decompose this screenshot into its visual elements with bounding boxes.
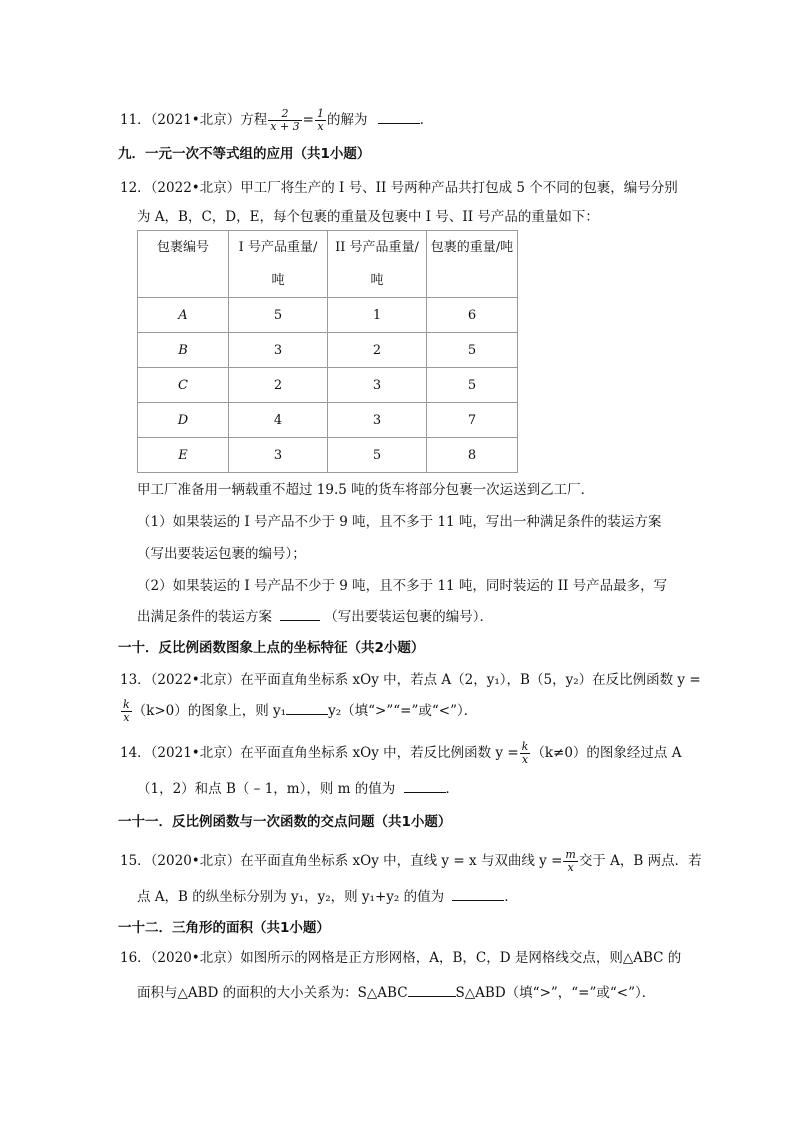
table-row <box>138 403 518 438</box>
table-cell: A <box>138 298 229 333</box>
q13-text-a: （k>0）的图象上，则 y₁ <box>132 703 287 719</box>
section-heading-10: 一十．反比例函数图象上点的坐标特征（共2小题） <box>118 640 425 656</box>
q12-after-table: 甲工厂准备用一辆载重不超过 19.5 吨的货车将部分包裹一次运送到乙工厂． <box>137 482 595 498</box>
q14-frac-den: x <box>521 753 529 766</box>
q14-line-1 <box>120 741 681 766</box>
header-product-1-text-a: I 号产品重量/ <box>238 240 318 255</box>
q11-fraction-1 <box>268 108 301 133</box>
q11-frac1-num: 2 <box>268 108 301 121</box>
q13-line-1: 13．（2022•北京）在平面直角坐标系 xOy 中，若点 A（2，y₁），B（5，y₂）在反比例函数 y = <box>120 672 701 688</box>
header-package-id-text: 包裹编号 <box>156 240 209 255</box>
header-product-2-text-b: 吨 <box>370 273 384 288</box>
q13-fraction <box>121 699 132 724</box>
table-cell: 6 <box>427 298 518 333</box>
header-product-1-text-b: 吨 <box>271 273 285 288</box>
q14-answer-blank[interactable] <box>404 778 446 793</box>
q12-part2-line1: （2）如果装运的 I 号产品不少于 9 吨，且不多于 11 吨，同时装运的 II 号产品最多，写 <box>137 578 668 594</box>
q11-line <box>120 108 433 133</box>
header-package-weight-text: 包裹的重量/吨 <box>430 240 514 255</box>
header-package-weight <box>427 231 518 298</box>
q12-part2-text-b: （写出要装运包裹的编号）． <box>324 609 494 625</box>
q13-line-2 <box>120 699 477 724</box>
table-cell: B <box>138 333 229 368</box>
table-cell: 5 <box>427 368 518 403</box>
q14-line-2 <box>137 778 459 799</box>
table-row <box>138 333 518 368</box>
table-cell: E <box>138 438 229 473</box>
q11-frac1-den: x + 3 <box>270 120 300 133</box>
q11-prefix: 11．（2021•北京）方程 <box>120 112 268 128</box>
section-heading-9: 九．一元一次不等式组的应用（共1小题） <box>118 146 371 162</box>
q16-text-b: S△ABD（填“>”，“=”或“<”）． <box>455 985 656 1001</box>
q16-line-1: 16．（2020•北京）如图所示的网格是正方形网格，A，B，C，D 是网格线交点，则△ABC 的 <box>120 950 682 966</box>
q12-part1-line1: （1）如果装运的 I 号产品不少于 9 吨，且不多于 11 吨，写出一种满足条件的装运方案 <box>137 514 662 530</box>
table-cell: C <box>138 368 229 403</box>
q15-line-2 <box>137 886 518 907</box>
q14-text-c: （1，2）和点 B（ – 1，m），则 m 的值为 <box>137 781 396 797</box>
header-product-2-weight <box>328 231 427 298</box>
q16-answer-blank[interactable] <box>408 982 456 997</box>
q15-fraction <box>563 849 577 874</box>
q14-text-b: （k≠0）的图象经过点 A <box>531 745 682 761</box>
table-cell: 3 <box>328 403 427 438</box>
q13-frac-den: x <box>123 711 130 724</box>
q15-line-1 <box>120 849 702 874</box>
table-cell: 5 <box>427 333 518 368</box>
table-row <box>138 298 518 333</box>
q12-part2-line2 <box>137 606 493 627</box>
q15-frac-num: m <box>565 848 576 861</box>
q15-text-d: ． <box>504 889 518 905</box>
table-cell: 1 <box>328 298 427 333</box>
q15-text-b: 交于 A，B 两点．若 <box>578 853 702 869</box>
q13-text-b: y₂（填“>”“=”或“<”）． <box>328 703 478 719</box>
q11-frac2-den: x <box>317 120 324 133</box>
q11-fraction-2 <box>315 108 326 133</box>
table-cell: 5 <box>328 438 427 473</box>
table-cell: 2 <box>229 368 328 403</box>
q14-frac-num: k <box>521 740 529 753</box>
q15-text-c: 点 A，B 的纵坐标分别为 y₁，y₂，则 y₁+y₂ 的值为 <box>137 889 445 905</box>
q11-equals: = <box>302 112 314 128</box>
section-heading-11: 一十一．反比例函数与一次函数的交点问题（共1小题） <box>118 814 452 830</box>
header-product-2-text-a: II 号产品重量/ <box>335 240 419 255</box>
q12-part1-line2: （写出要装运包裹的编号）； <box>137 546 306 562</box>
q14-text-d: ． <box>445 781 460 797</box>
table-cell: 4 <box>229 403 328 438</box>
package-table-header <box>138 231 518 298</box>
q14-fraction <box>520 741 531 766</box>
q16-line-2 <box>137 982 655 1003</box>
table-cell: 3 <box>328 368 427 403</box>
section-heading-12: 一十二．三角形的面积（共1小题） <box>118 920 330 936</box>
q14-text-a: 14．（2021•北京）在平面直角坐标系 xOy 中，若反比例函数 y = <box>120 745 519 761</box>
table-cell: 3 <box>229 333 328 368</box>
q11-end: ． <box>419 112 434 128</box>
table-cell: D <box>138 403 229 438</box>
package-table <box>137 230 518 473</box>
q11-frac2-num: 1 <box>316 107 324 120</box>
table-row <box>138 438 518 473</box>
header-product-1-weight <box>229 231 328 298</box>
q13-frac-num: k <box>123 698 130 711</box>
table-cell: 7 <box>427 403 518 438</box>
q12-line-1: 12．（2022•北京）甲工厂将生产的 I 号、II 号两种产品共打包成 5 个不同的包裹，编号分别 <box>120 180 678 196</box>
table-cell: 8 <box>427 438 518 473</box>
q12-part2-text-a: 出满足条件的装运方案 <box>137 609 272 625</box>
q11-answer-blank[interactable] <box>378 109 420 124</box>
q11-suffix: 的解为 <box>326 112 368 128</box>
q15-answer-blank[interactable] <box>452 886 504 901</box>
table-row <box>138 368 518 403</box>
table-cell: 2 <box>328 333 427 368</box>
q12-answer-blank[interactable] <box>280 606 320 621</box>
q16-text-a: 面积与△ABD 的面积的大小关系为：S△ABC <box>137 985 408 1001</box>
q15-frac-den: x <box>567 861 574 874</box>
q15-text-a: 15．（2020•北京）在平面直角坐标系 xOy 中，直线 y = x 与双曲线 y = <box>120 853 563 869</box>
header-package-id <box>138 231 229 298</box>
table-cell: 3 <box>229 438 328 473</box>
table-cell: 5 <box>229 298 328 333</box>
q13-answer-blank[interactable] <box>286 700 328 715</box>
q12-line-2: 为 A，B，C，D，E，每个包裹的重量及包裹中 I 号、II 号产品的重量如下： <box>137 209 599 225</box>
